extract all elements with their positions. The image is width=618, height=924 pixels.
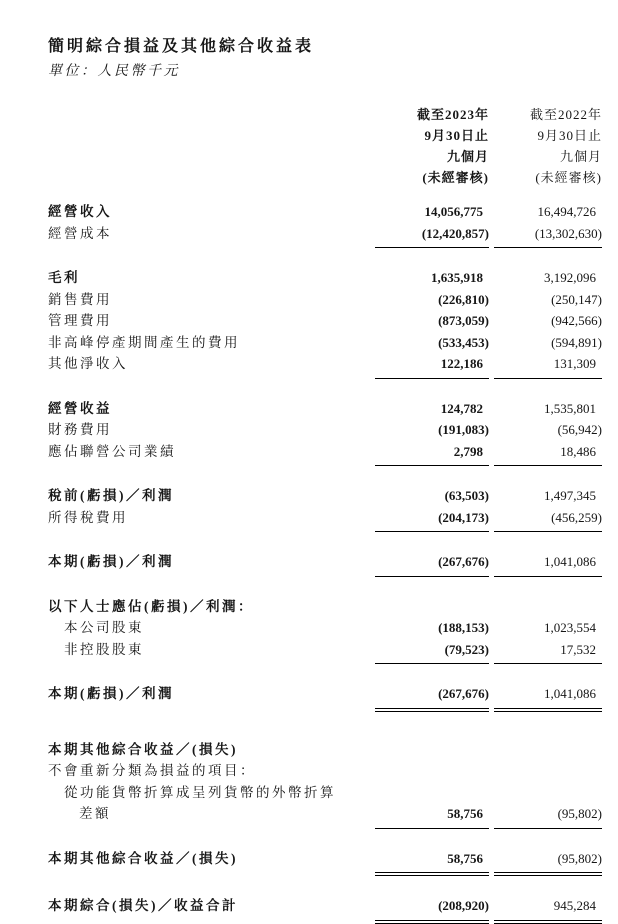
statement-table (48, 201, 602, 924)
value-2022: (95,802) (494, 848, 602, 877)
column-header-line: 9月30日止 (537, 128, 602, 143)
table-row (48, 441, 602, 467)
value-2023: 58,756 (375, 848, 489, 877)
value-2023: (267,676) (375, 683, 489, 712)
column-header-line: 9月30日止 (424, 128, 489, 143)
value-2022: (56,942) (557, 422, 602, 437)
column-header-2022 (494, 104, 602, 188)
row-label: 非控股股東 (64, 641, 144, 657)
column-header-line: 九個月 (559, 149, 602, 164)
section-spacer (48, 829, 602, 848)
table-row (48, 289, 602, 311)
value-2022: 131,309 (494, 353, 602, 379)
value-2023: (63,503) (444, 488, 489, 503)
value-2022: 1,023,554 (544, 620, 596, 635)
table-row (48, 353, 602, 379)
value-2023: 14,056,775 (424, 204, 483, 219)
row-label: 本公司股東 (64, 620, 144, 635)
value-2022: 3,192,096 (544, 270, 596, 285)
value-2023: (191,083) (438, 422, 489, 437)
value-2022: 1,497,345 (544, 488, 596, 503)
value-2022: (456,259) (494, 507, 602, 533)
row-label: 應佔聯營公司業績 (48, 443, 176, 459)
value-2022: 16,494,726 (537, 204, 596, 219)
value-2022: 1,041,086 (494, 551, 602, 577)
column-headers (48, 104, 602, 188)
table-row (48, 507, 602, 533)
table-row (48, 848, 602, 877)
column-header-line: 截至2022年 (529, 107, 602, 122)
column-header-2023 (375, 104, 489, 188)
value-2022: 18,486 (494, 441, 602, 467)
value-2022: (250,147) (551, 291, 602, 307)
row-label: 差額 (79, 806, 111, 821)
value-2023: (533,453) (438, 334, 489, 350)
row-label: 毛利 (48, 270, 80, 285)
row-label: 經營成本 (48, 225, 112, 241)
table-row (48, 895, 602, 924)
value-2022: (594,891) (551, 334, 602, 350)
section-spacer (48, 712, 602, 739)
table-row (48, 782, 602, 804)
row-label: 非高峰停產期間產生的費用 (48, 334, 240, 350)
table-row (48, 201, 602, 223)
column-header-line: (未經審核) (535, 170, 602, 185)
value-2022: (942,566) (551, 313, 602, 328)
value-2023: (873,059) (438, 313, 489, 328)
value-2022: 17,532 (494, 639, 602, 665)
section-spacer (48, 466, 602, 485)
value-2023: 1,635,918 (431, 270, 483, 285)
row-label: 本期其他綜合收益／(損失) (48, 850, 238, 866)
table-row (48, 332, 602, 354)
column-header-line: 九個月 (446, 149, 489, 164)
table-row (48, 398, 602, 420)
page-title: 簡明綜合損益及其他綜合收益表 (48, 38, 315, 55)
table-row (48, 617, 602, 639)
value-2023: (12,420,857) (375, 223, 489, 249)
section-spacer (48, 577, 602, 596)
section-spacer (48, 664, 602, 683)
row-label: 本期其他綜合收益／(損失) (48, 741, 238, 757)
value-2023: (208,920) (375, 895, 489, 924)
table-row (48, 639, 602, 665)
section-spacer (48, 379, 602, 398)
table-row (48, 803, 602, 829)
value-2023: 2,798 (375, 441, 489, 467)
row-label: 本期(虧損)／利潤 (48, 686, 174, 701)
row-label: 本期綜合(損失)／收益合計 (48, 898, 238, 913)
row-label: 從功能貨幣折算成呈列貨幣的外幣折算 (64, 784, 336, 800)
value-2022: (95,802) (494, 803, 602, 829)
value-2022: (13,302,630) (494, 223, 602, 249)
table-row (48, 310, 602, 332)
section-spacer (48, 532, 602, 551)
row-label: 稅前(虧損)／利潤 (48, 488, 174, 503)
value-2023: 58,756 (375, 803, 489, 829)
table-row (48, 739, 602, 761)
row-label: 其他淨收入 (48, 356, 128, 371)
value-2023: 122,186 (375, 353, 489, 379)
value-2023: (226,810) (438, 291, 489, 307)
row-label: 財務費用 (48, 422, 112, 437)
section-spacer (48, 248, 602, 267)
value-2023: (267,676) (375, 551, 489, 577)
row-label: 經營收入 (48, 204, 112, 219)
column-header-line: (未經審核) (422, 170, 489, 185)
table-row (48, 683, 602, 712)
column-header-line: 截至2023年 (416, 107, 489, 122)
row-label: 以下人士應佔(虧損)／利潤： (48, 598, 254, 614)
value-2023: (188,153) (438, 620, 489, 635)
value-2023: (204,173) (375, 507, 489, 533)
row-label: 銷售費用 (48, 291, 112, 307)
value-2022: 1,535,801 (544, 400, 596, 416)
table-row (48, 267, 602, 289)
row-label: 不會重新分類為損益的項目： (48, 763, 256, 778)
table-row (48, 419, 602, 441)
row-label: 本期(虧損)／利潤 (48, 554, 174, 569)
table-row (48, 596, 602, 618)
section-spacer (48, 876, 602, 895)
table-row (48, 551, 602, 577)
unit-label: 單位：人民幣千元 (48, 64, 180, 79)
value-2023: (79,523) (375, 639, 489, 665)
table-row (48, 223, 602, 249)
value-2022: 1,041,086 (494, 683, 602, 712)
table-row (48, 760, 602, 782)
value-2023: 124,782 (440, 400, 483, 416)
row-label: 管理費用 (48, 313, 112, 328)
value-2022: 945,284 (494, 895, 602, 924)
row-label: 所得稅費用 (48, 509, 128, 525)
table-row (48, 485, 602, 507)
row-label: 經營收益 (48, 400, 112, 416)
